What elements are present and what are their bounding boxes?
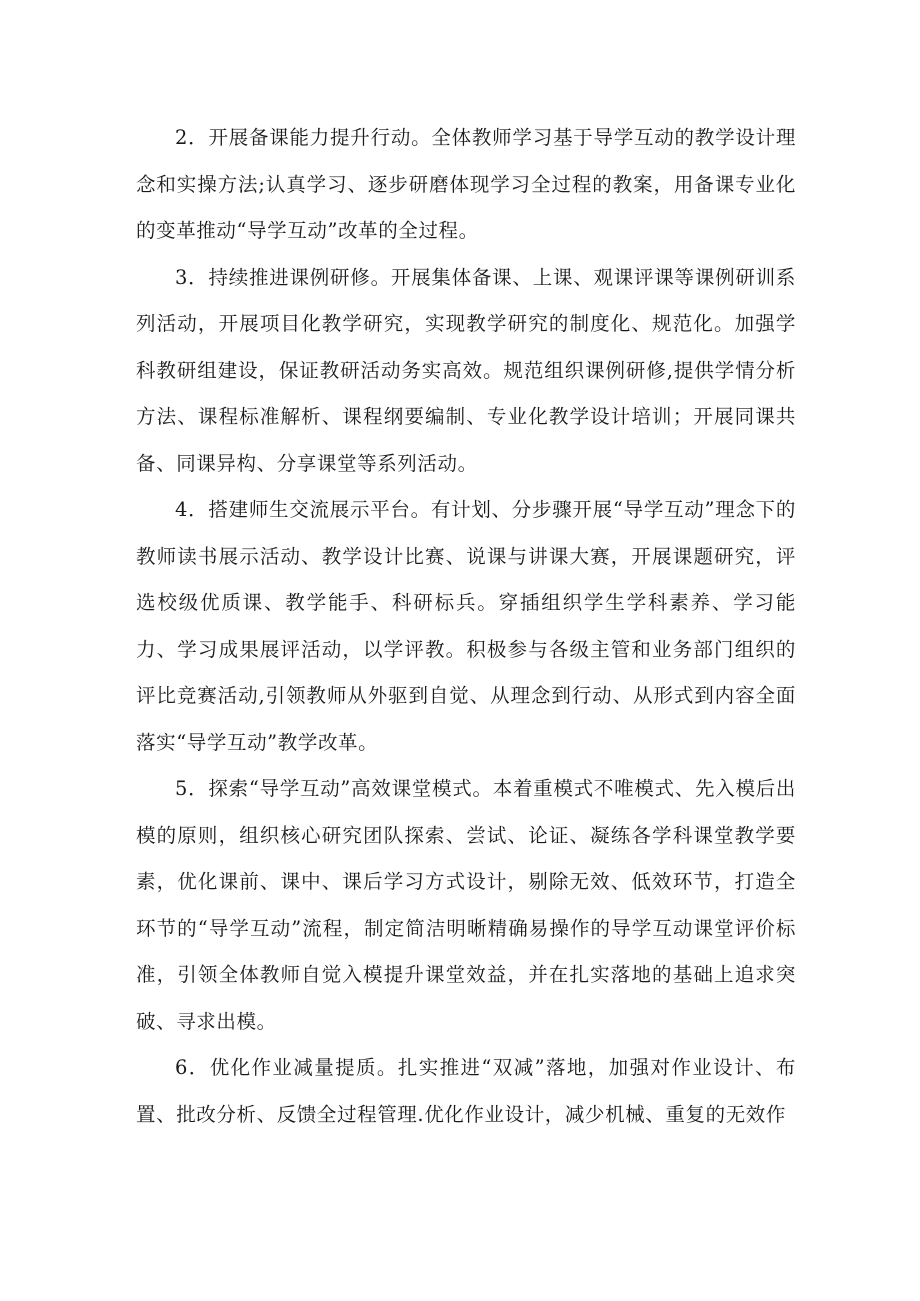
paragraph-4-exchange-platform: 4．搭建师生交流展示平台。有计划、分步骤开展“导学互动”理念下的教师读书展示活动、教学设计比赛、说课与讲课大赛，开展课题研究，评选校级优质课、教学能手、科研标兵。穿插组织学生学科素养、学习能力、学习成果展评活动，以学评教。积极参与各级主管和业务部门组织的评比竞赛活动,引领教师从外驱到自觉、从理念到行动、从形式到内容全面落实“导学互动”教学改革。 xyxy=(136,498,796,754)
paragraph-5-classroom-model: 5．探索“导学互动”高效课堂模式。本着重模式不唯模式、先入模后出模的原则，组织核心研究团队探索、尝试、论证、凝练各学科课堂教学要素，优化课前、课中、课后学习方式设计，剔除无效、低效环节，打造全环节的“导学互动”流程，制定简洁明晰精确易操作的导学互动课堂评价标准，引领全体教师自觉入模提升课堂效益，并在扎实落地的基础上追求突破、寻求出模。 xyxy=(136,777,796,1033)
document-body xyxy=(136,115,796,1138)
paragraph-3-case-study: 3．持续推进课例研修。开展集体备课、上课、观课评课等课例研训系列活动，开展项目化教学研究，实现教学研究的制度化、规范化。加强学科教研组建设，保证教研活动务实高效。规范组织课例研修,提供学情分析方法、课程标准解析、课程纲要编制、专业化教学设计培训；开展同课共备、同课异构、分享课堂等系列活动。 xyxy=(136,265,796,475)
paragraph-6-homework: 6．优化作业减量提质。扎实推进“双减”落地，加强对作业设计、布置、批改分析、反馈全过程管理.优化作业设计，减少机械、重复的无效作 xyxy=(136,1056,796,1126)
paragraph-2-lesson-prep: 2．开展备课能力提升行动。全体教师学习基于导学互动的教学设计理念和实操方法;认真学习、逐步研磨体现学习全过程的教案，用备课专业化的变革推动“导学互动”改革的全过程。 xyxy=(136,126,796,242)
